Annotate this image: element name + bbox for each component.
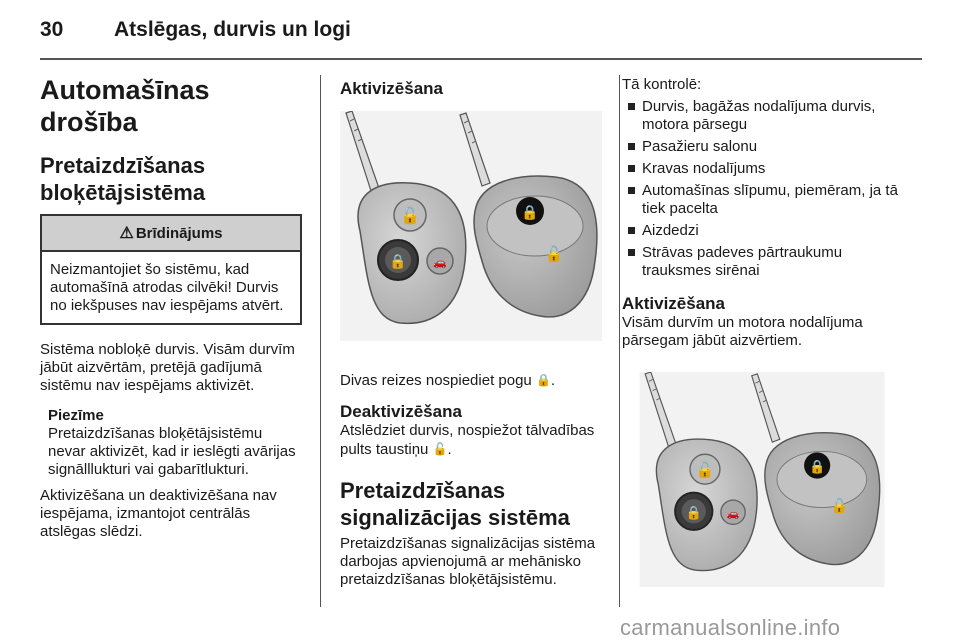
deactivation-text: Atslēdziet durvis, nospiežot tālvadības pults taustiņu xyxy=(340,422,595,458)
key-fob-illustration xyxy=(622,372,902,587)
activation-text: Divas reizes nospiediet pogu xyxy=(340,372,532,389)
heading-activation: Aktivizēšana xyxy=(622,294,725,313)
subsection-title-line1: Pretaizdzīšanas xyxy=(40,153,206,178)
deactivation-text-end: . xyxy=(447,441,452,458)
list-item: Strāvas padeves pārtraukumu trauksmes sirēnai xyxy=(622,244,912,280)
lock-icon: 🔒 xyxy=(521,205,539,221)
column-divider-1 xyxy=(320,75,321,607)
warning-label: Brīdinājums xyxy=(135,224,223,242)
alarm-section-title xyxy=(340,477,602,531)
note xyxy=(40,407,302,479)
unlock-icon: 🔓 xyxy=(695,460,715,479)
list-item: Automašīnas slīpumu, piemēram, ja tā tiek pacelta xyxy=(622,182,912,218)
unlock-icon: 🔓 xyxy=(432,442,448,456)
page-number: 30 xyxy=(40,18,64,41)
warning-box xyxy=(40,214,302,325)
car-icon: 🚗 xyxy=(433,256,447,269)
subsection-title-line2: bloķētājsistēma xyxy=(40,180,206,205)
alarm-section-title-line2: signalizācijas sistēma xyxy=(340,505,570,530)
warning-text: Neizmantojiet šo sistēmu, kad automašīnā atrodas cilvēki! Durvis no iekšpuses nav iespējams atvērt. xyxy=(50,261,284,314)
section-title: Automašīnas drošība xyxy=(40,75,210,137)
heading-activation: Aktivizēšana xyxy=(340,79,443,98)
running-title: Atslēgas, durvis un logi xyxy=(114,18,351,41)
lock-icon: 🔒 xyxy=(809,460,826,476)
paragraph: Visām durvīm un motora nodalījuma pārsegam jābūt aizvērtiem. xyxy=(622,314,863,349)
list-item: Kravas nodalījums xyxy=(622,160,912,178)
controls-list xyxy=(622,98,912,280)
lock-icon: 🔒 xyxy=(535,373,551,387)
paragraph: Pretaizdzīšanas signalizācijas sistēma darbojas apvienojumā ar mehānisko pretaizdzīšanas bloķētājsistēmu. xyxy=(340,535,596,588)
warning-header xyxy=(42,216,300,252)
column-divider-2 xyxy=(619,75,620,607)
subsection-title xyxy=(40,152,302,206)
controls-intro: Tā kontrolē: xyxy=(622,76,702,93)
alarm-section-title-line1: Pretaizdzīšanas xyxy=(340,478,506,503)
note-label: Piezīme xyxy=(48,407,104,424)
column-2 xyxy=(340,70,602,589)
note-text: Pretaizdzīšanas bloķētājsistēmu nevar aktivizēt, kad ir ieslēgti avārijas signālllukturi vai gabarītlukturi. xyxy=(48,425,296,478)
activation-text-end: . xyxy=(550,372,556,389)
column-1 xyxy=(40,70,302,541)
page-header xyxy=(40,18,922,46)
watermark: carmanualsonline.info xyxy=(620,615,841,640)
heading-deactivation: Deaktivizēšana xyxy=(340,402,462,421)
unlock-icon: 🔓 xyxy=(544,245,564,263)
column-3 xyxy=(622,70,912,587)
list-item: Durvis, bagāžas nodalījuma durvis, motora pārsegu xyxy=(622,98,912,134)
warning-triangle-icon: ⚠ xyxy=(119,225,134,242)
unlock-icon: 🔓 xyxy=(400,206,420,225)
unlock-icon: 🔓 xyxy=(830,498,849,515)
activation-instruction xyxy=(340,371,602,390)
paragraph: Aktivizēšana un deaktivizēšana nav iespējama, izmantojot centrālās atslēgas slēdzi. xyxy=(40,487,277,540)
paragraph: Sistēma nobloķē durvis. Visām durvīm jābūt aizvērtām, pretējā gadījumā sistēmu nav iespējams aktivizēt. xyxy=(40,341,295,394)
lock-icon: 🔒 xyxy=(685,505,702,521)
list-item: Aizdedzi xyxy=(622,222,912,240)
lock-icon: 🔒 xyxy=(389,254,407,270)
deactivation-instruction xyxy=(340,422,602,459)
list-item: Pasažieru salonu xyxy=(622,138,912,156)
header-rule xyxy=(40,58,922,60)
key-fob-illustration xyxy=(340,111,602,341)
car-icon: 🚗 xyxy=(726,507,740,520)
